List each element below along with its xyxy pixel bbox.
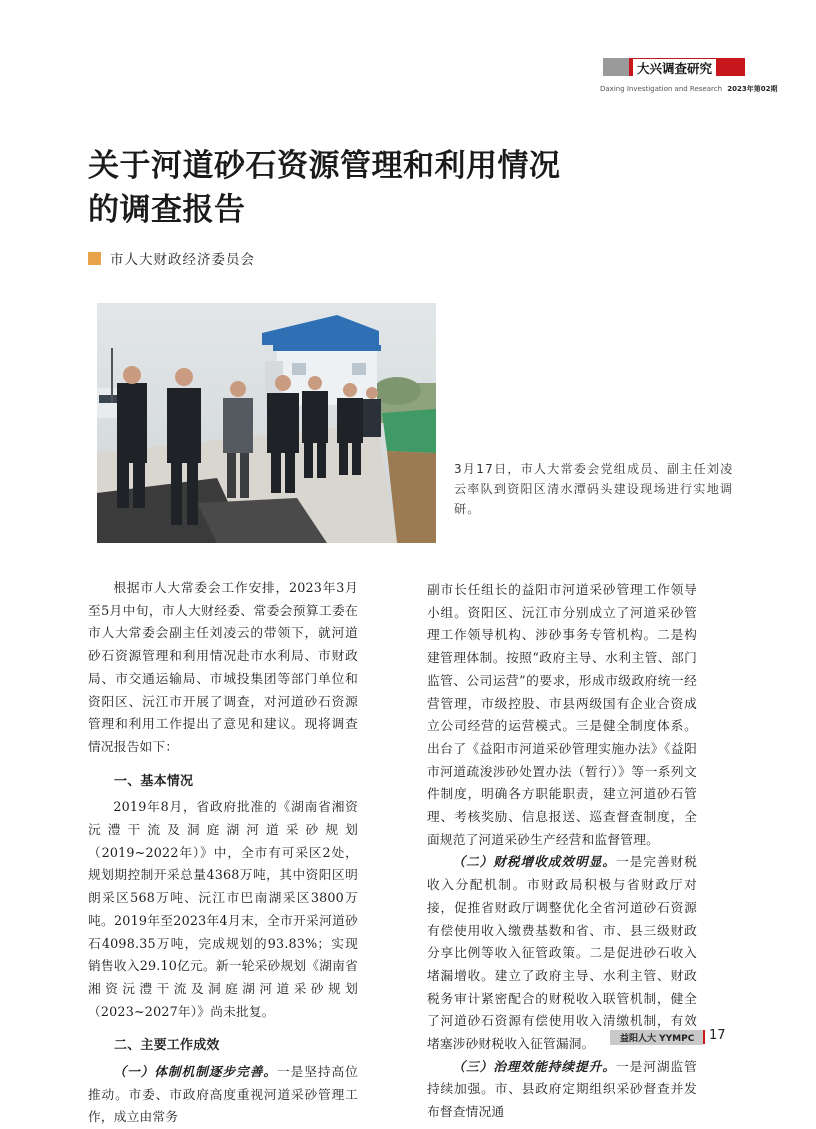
subsection-3-heading: （三）治理效能持续提升。: [452, 1058, 616, 1074]
subsection-1-text-start: 一是坚持高位推动。市委、市政府高度重视河道采砂管理工作，成立由常务: [88, 1064, 358, 1125]
article-title: [88, 144, 648, 232]
author-line: [88, 248, 255, 268]
subtitle-en: Daxing Investigation and Research: [600, 85, 723, 93]
journal-name: 益阳人大 YYMPC: [620, 1034, 695, 1044]
article-photo: [97, 303, 436, 543]
section-2-heading: 二、主要工作成效: [114, 1038, 220, 1054]
photo-caption: 3月17日，市人大常委会党组成员、副主任刘凌云率队到资阳区清水潭码头建设现场进行实地调研。: [454, 462, 734, 516]
intro-paragraph: 根据市人大常委会工作安排，2023年3月至5月中旬，市人大财经委、常委会预算工委在市人大常委会副主任刘凌云的带领下，就河道砂石资源管理和利用情况赴市水利局、市财政局、市交通运输局、市城投集团等部门单位和资阳区、沅江市开展了调查，对河道砂石资源管理和利用工作提出了意见和建议。现将调查情况报告如下：: [88, 580, 358, 754]
title-line-2: 的调查报告: [88, 192, 246, 228]
page-number: 17: [703, 1028, 735, 1046]
page-footer: [610, 1030, 735, 1045]
section-1-heading: 一、基本情况: [114, 773, 194, 789]
body-column-left: [88, 577, 358, 1129]
subsection-2-heading: （二）财税增收成效明显。: [452, 854, 616, 870]
subsection-3-paragraph: [427, 1056, 697, 1124]
subsection-1-text-continued: 副市长任组长的益阳市河道采砂管理工作领导小组。资阳区、沅江市分别成立了河道采砂管理工作领导机构、涉砂事务专管机构。二是构建管理体制。按照“政府主导、水利主管、部门监管、公司运营”的要求，形成市级政府统一经营管理，市级控股、市县两级国有企业合资成立公司经营的运营模式。三是健全制度体系。出台了《益阳市河道采砂管理实施办法》《益阳市河道疏浚涉砂处置办法（暂行）》等一系列文件制度，明确各方职能职责，建立河道砂石管理、考核奖励、信息报送、巡查督查制度，全面规范了河道采砂生产经营和监督管理。: [427, 582, 697, 847]
subsection-1-paragraph-start: [88, 1061, 358, 1129]
author-square-icon: [88, 252, 101, 265]
section-1-paragraph: 2019年8月，省政府批准的《湖南省湘资沅澧干流及洞庭湖河道采砂规划（2019~2022年）》中，全市有可采区2处，规划期控制开采总量4368万吨，其中资阳区明朗采区568万吨、沅江市巴南湖采区3800万吨。2019年至2023年4月末，全市开采河道砂石4098.35万吨，完成规划的93.83%；实现销售收入29.10亿元。新一轮采砂规划《湖南省湘资沅澧干流及洞庭湖河道采砂规划（2023~2027年）》尚未批复。: [88, 799, 358, 1019]
section-label: 大兴调查研究: [633, 59, 716, 77]
subsection-3-text: 一是河湖监管持续加强。市、县政府定期组织采砂督查并发布督查情况通: [427, 1058, 697, 1120]
section-banner: [603, 58, 745, 76]
title-line-1: 关于河道砂石资源管理和利用情况: [88, 148, 561, 184]
banner-grey-block: [603, 58, 629, 76]
author-name: 市人大财政经济委员会: [110, 252, 255, 268]
subsection-2-paragraph: [427, 851, 697, 1055]
subsection-1-heading: （一）体制机制逐步完善。: [113, 1064, 277, 1080]
issue-number: 2023年第02期: [727, 85, 778, 93]
header-subtitle: [600, 84, 778, 94]
subsection-2-text: 一是完善财税收入分配机制。市财政局积极与省财政厅对接，促推省财政厅调整优化全省河道砂石资源有偿使用收入缴费基数和省、市、县三级财政分享比例等收入征管政策。二是促进砂石收入堵漏增收。建立了政府主导、水利主管、财政税务审计紧密配合的财税收入联管机制，健全了河道砂石资源有偿使用收入清缴机制，有效堵塞涉砂财税收入征管漏洞。: [427, 854, 697, 1052]
